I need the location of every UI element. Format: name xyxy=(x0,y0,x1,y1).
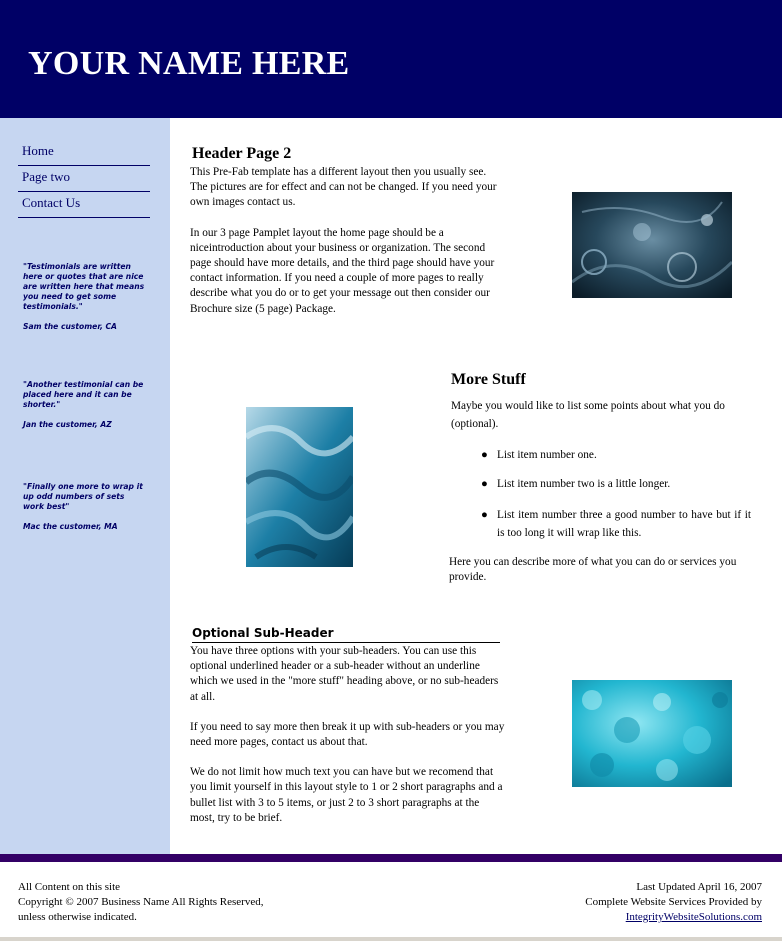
sidebar-nav xyxy=(18,140,150,218)
testimonial-quote: "Finally one more to wrap it up odd numbers of sets work best" xyxy=(23,482,143,511)
aqua-pebbles-image xyxy=(572,680,732,787)
footer-credits xyxy=(585,880,762,925)
section3-paragraph-3: We do not limit how much text you can have but we recomend that you limit yourself in this layout style to 1 or 2 short paragraphs and a bullet list with 3 to 5 items, or just 2 to 3 short paragraphs at the most, try to be brief. xyxy=(190,766,503,824)
testimonial-quote: "Another testimonial can be placed here and it can be shorter." xyxy=(23,380,144,409)
section3-text xyxy=(190,644,506,841)
site-title: YOUR NAME HERE xyxy=(28,45,350,82)
site-header xyxy=(0,0,782,118)
testimonial-1 xyxy=(23,262,148,332)
footer-copyright xyxy=(18,880,263,925)
sidebar xyxy=(0,118,170,854)
testimonial-author: Sam the customer, CA xyxy=(23,322,117,331)
section2-intro: Maybe you would like to list some points about what you do (optional). xyxy=(451,400,725,430)
nav-contact-link[interactable]: Contact Us xyxy=(18,192,150,218)
footer-provider-link[interactable]: IntegrityWebsiteSolutions.com xyxy=(625,911,762,923)
blue-waves-image xyxy=(246,407,353,567)
optional-sub-header: Optional Sub-Header xyxy=(192,626,500,643)
nav-home-link[interactable]: Home xyxy=(18,140,150,166)
section3-paragraph-2: If you need to say more then break it up with sub-headers or you may need more pages, contact us about that. xyxy=(190,720,505,749)
section-heading-header-page-2: Header Page 2 xyxy=(192,145,292,162)
footer-divider xyxy=(0,854,782,862)
footer-left-line-2: Copyright © 2007 Business Name All Rights Reserved, xyxy=(18,896,264,908)
nav-page-two-link[interactable]: Page two xyxy=(18,166,150,192)
list-item-text: List item number one. xyxy=(497,449,597,461)
main-content xyxy=(170,118,782,854)
list-item-text: List item number three a good number to have but if it is too long it will wrap like this. xyxy=(497,509,751,539)
bullet-icon: ● xyxy=(481,449,488,461)
water-droplets-image xyxy=(572,192,732,298)
footer-left-line-3: unless otherwise indicated. xyxy=(18,911,137,923)
testimonial-author: Mac the customer, MA xyxy=(23,522,118,531)
section1-paragraph-1: This Pre-Fab template has a different layout then you usually see. The pictures are for effect and can not be changed. If you need your own images contact us. xyxy=(190,166,497,209)
testimonial-author: Jan the customer, AZ xyxy=(23,420,112,429)
bullet-icon: ● xyxy=(481,509,488,521)
section-heading-more-stuff: More Stuff xyxy=(451,371,526,388)
section2-outro: Here you can describe more of what you can do or services you provide. xyxy=(449,556,737,584)
list-item xyxy=(451,506,751,542)
list-item xyxy=(451,477,751,492)
section1-paragraph-2: In our 3 page Pamplet layout the home page should be a niceintroduction about your business or organization. The second page should have more details, and the third page should have your contact information. If you need a couple of more pages to really describe what you do or to get your message out then consider our Brochure size (5 page) Package. xyxy=(190,226,495,315)
list-item xyxy=(451,448,751,463)
bullet-list xyxy=(451,448,751,556)
testimonial-3 xyxy=(23,482,148,532)
page-bottom-edge xyxy=(0,937,782,941)
footer-left-line-1: All Content on this site xyxy=(18,881,121,893)
section3-paragraph-1: You have three options with your sub-headers. You can use this optional underlined header or a sub-header without an underline which we used in the "more stuff" heading above, or no sub-headers at all. xyxy=(190,645,499,703)
testimonial-2 xyxy=(23,380,148,430)
footer-provided-by: Complete Website Services Provided by xyxy=(585,896,762,908)
testimonial-quote: "Testimonials are written here or quotes that are nice are written here that means you need to get some testimonials." xyxy=(23,262,145,311)
section1-text xyxy=(190,165,504,332)
list-item-text: List item number two is a little longer. xyxy=(497,478,671,490)
footer-last-updated: Last Updated April 16, 2007 xyxy=(636,881,762,893)
bullet-icon: ● xyxy=(481,478,488,490)
